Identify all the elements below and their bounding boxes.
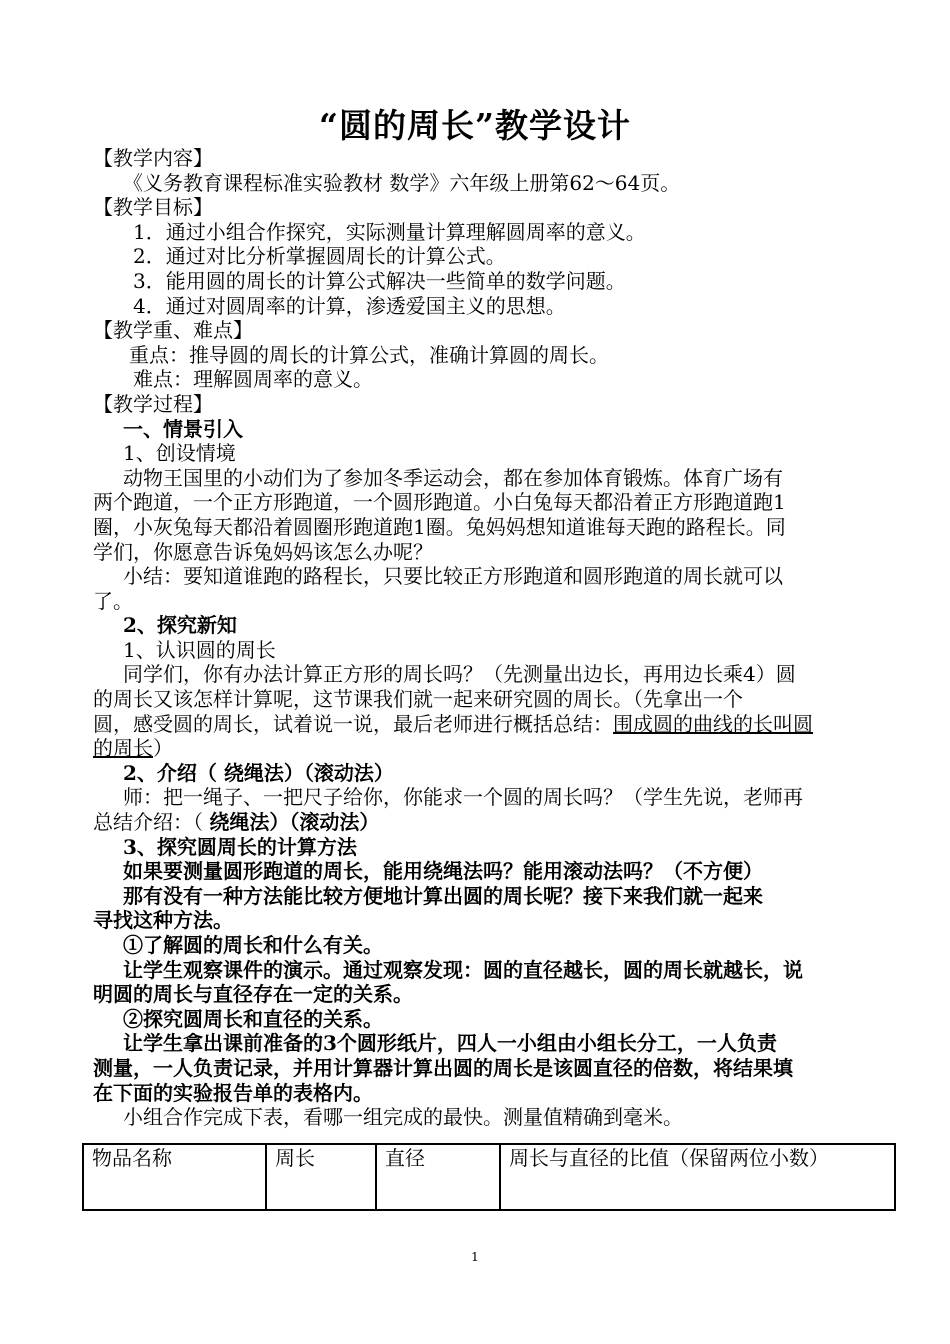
table-header-cell: 周长与直径的比值（保留两位小数） (500, 1144, 895, 1210)
teacher-text: 总结介绍：（ (93, 810, 210, 835)
definition-close: ） (153, 736, 173, 761)
experiment-table (82, 1143, 896, 1211)
section-heading-key: 【教学重、难点】 (93, 318, 253, 343)
story-line: 两个跑道，一个正方形跑道，一个圆形跑道。小白兔每天都沿着正方形跑道跑1 (93, 490, 786, 515)
story-line: 圈，小灰兔每天都沿着圆圈形跑道跑1圈。兔妈妈想知道谁每天跑的路程长。同 (93, 514, 786, 539)
perimeter-line: 同学们，你有办法计算正方形的周长吗？（先测量出边长，再用边长乘4）圆 (123, 662, 796, 687)
step1-heading: 一、情景引入 (123, 416, 243, 441)
goal-item: 1．通过小组合作探究，实际测量计算理解圆周率的意义。 (133, 219, 646, 244)
table-header-cell: 物品名称 (83, 1144, 266, 1210)
content-text: 《义务教育课程标准实验教材 数学》六年级上册第62～64页。 (123, 170, 681, 195)
story-line: 学们，你愿意告诉兔妈妈该怎么办呢？ (93, 539, 433, 564)
definition-line (93, 736, 863, 761)
goal-item: 4．通过对圆周率的计算，渗透爱国主义的思想。 (133, 293, 566, 318)
key-point: 重点：推导圆的周长的计算公式，准确计算圆的周长。 (129, 342, 609, 367)
perimeter-text: 圆，感受圆的周长，试着说一说，最后老师进行概括总结： (93, 711, 613, 736)
page-number: 1 (471, 1250, 479, 1264)
section-heading-process: 【教学过程】 (93, 391, 213, 416)
table-header-cell: 直径 (376, 1144, 500, 1210)
table-intro: 小组合作完成下表，看哪一组完成的最快。测量值精确到毫米。 (123, 1105, 683, 1130)
perimeter-line: 的周长又该怎样计算呢，这节课我们就一起来研究圆的周长。（先拿出一个 (93, 687, 743, 712)
bold-line: 测量，一人负责记录，并用计算器计算出圆的周长是该圆直径的倍数，将结果填 (93, 1055, 793, 1080)
step1-sub: 1、创设情境 (123, 441, 236, 466)
bold-line: ①了解圆的周长和什么有关。 (123, 933, 383, 957)
step2-heading: 2、探究新知 (123, 613, 237, 638)
bold-line: 在下面的实验报告单的表格内。 (93, 1080, 373, 1105)
bold-line: 让学生观察课件的演示。通过观察发现：圆的直径越长，圆的周长就越长，说 (123, 957, 803, 982)
teacher-bold: 绕绳法）（滚动法） (209, 810, 380, 835)
perimeter-line (93, 712, 863, 737)
bold-line: 明圆的周长与直径存在一定的关系。 (93, 982, 413, 1007)
summary-line: 小结：要知道谁跑的路程长，只要比较正方形跑道和圆形跑道的周长就可以 (123, 564, 783, 589)
bold-line: 那有没有一种方法能比较方便地计算出圆的周长呢？接下来我们就一起来 (123, 883, 763, 908)
summary-line: 了。 (93, 588, 133, 613)
definition-underlined: 的周长 (93, 736, 153, 761)
bold-line: ②探究圆周长和直径的关系。 (123, 1006, 383, 1031)
step3-heading: 3、探究圆周长的计算方法 (123, 834, 357, 859)
goal-item: 3．能用圆的周长的计算公式解决一些简单的数学问题。 (133, 268, 626, 293)
section-heading-content: 【教学内容】 (93, 146, 213, 170)
bold-line: 寻找这种方法。 (93, 908, 233, 933)
intro-heading: 2、介绍（ 绕绳法）（滚动法） (123, 760, 394, 785)
document-body (93, 146, 863, 1130)
difficulty: 难点：理解圆周率的意义。 (133, 367, 373, 392)
story-line: 动物王国里的小动们为了参加冬季运动会，都在参加体育锻炼。体育广场有 (123, 465, 783, 490)
table-header-cell: 周长 (266, 1144, 376, 1210)
teacher-line (93, 810, 863, 835)
section-heading-goals: 【教学目标】 (93, 195, 213, 220)
teacher-line: 师：把一绳子、一把尺子给你，你能求一个圆的周长吗？（学生先说，老师再 (123, 785, 803, 810)
page-title: “圆的周长”教学设计 (319, 106, 631, 145)
bold-line: 让学生拿出课前准备的3个圆形纸片，四人一小组由小组长分工，一人负责 (123, 1031, 777, 1056)
definition-underlined: 围成圆的曲线的长叫圆 (613, 711, 813, 736)
goal-item: 2．通过对比分析掌握圆周长的计算公式。 (133, 244, 506, 269)
table-row (83, 1144, 895, 1210)
bold-line: 如果要测量圆形跑道的周长，能用绕绳法吗？能用滚动法吗？（不方便） (123, 859, 763, 884)
step2-sub: 1、认识圆的周长 (123, 637, 276, 662)
